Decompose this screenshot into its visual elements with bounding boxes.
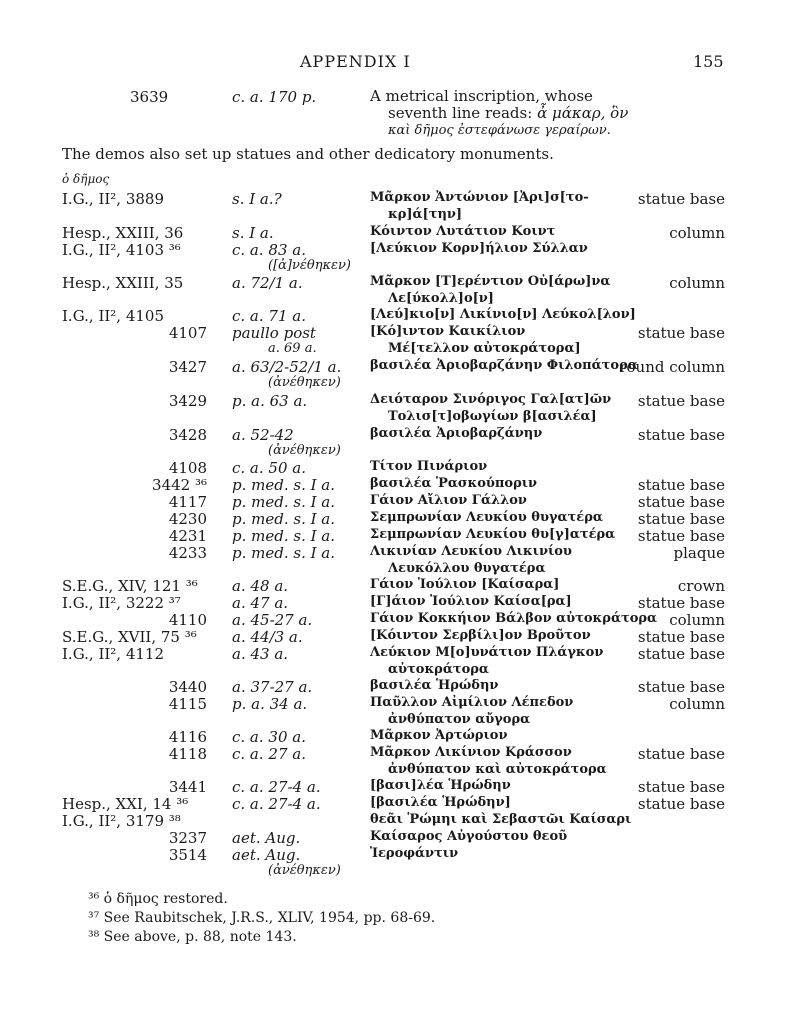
date-cell: p. a. 34 a. (232, 695, 308, 713)
inscription-text: Μᾶρκον Ἀρτώριον (370, 728, 508, 743)
inscription-text: Μᾶρκον [Τ]ερέντιον Οὐ[άρω]να (370, 274, 611, 289)
table-row (0, 426, 787, 459)
date-cell: a. 72/1 a. (232, 274, 303, 292)
table-row (0, 695, 787, 728)
greek-quote-a: ἆ μάκαρ, ὃν (537, 104, 629, 122)
inscription-text: Σεμπρωνίαν Λευκίου θυ[γ]ατέρα (370, 527, 616, 542)
greek-quote-b: καὶ δῆμος ἐστεφάνωσε γεραίρων. (388, 123, 611, 138)
table-row (0, 628, 787, 645)
date-cell: aet. Aug. (232, 829, 301, 847)
date-cell: s. I a.? (232, 190, 282, 208)
source-ref: I.G., II², 4103 ³⁶ (62, 241, 181, 259)
inscription-text: Ἱεροφάντιν (370, 846, 459, 861)
inscription-text: Κόιντον Λυτάτιον Κοιντ (370, 224, 556, 239)
date-cell: aet. Aug. (232, 846, 301, 864)
source-subnumber: 4110 (168, 611, 207, 629)
footnotes (88, 890, 435, 947)
source-subnumber: 4117 (168, 493, 207, 511)
inscription-text: βασιλέα Ῥασκούποριν (370, 476, 538, 491)
source-subnumber: 4115 (168, 695, 207, 713)
table-row (0, 778, 787, 795)
monument-type: statue base (637, 190, 725, 208)
source-ref: I.G., II², 3222 ³⁷ (62, 594, 181, 612)
inscription-text: [Λεύκιον Κορν]ήλιον Σύλλαν (370, 241, 588, 256)
desc-line-1: A metrical inscription, whose (370, 87, 593, 105)
group-label: ὁ δῆμος (62, 172, 110, 186)
source-ref: S.E.G., XVII, 75 ³⁶ (62, 628, 197, 646)
footnote-38: ³⁸ See above, p. 88, note 143. (88, 929, 297, 945)
monument-type: column (669, 611, 725, 629)
footnote-36: ³⁶ ὁ δῆμος restored. (88, 891, 228, 907)
source-subnumber: 3428 (168, 426, 207, 444)
table-row (0, 392, 787, 426)
monument-type: statue base (637, 628, 725, 646)
inscription-text: Λικινίαν Λευκίου Λικινίου (370, 544, 572, 559)
source-subnumber: 4108 (168, 459, 207, 477)
inscription-text: Μᾶρκον Λικίνιον Κράσσον (370, 745, 572, 760)
inscription-text: Τίτον Πινάριον (370, 459, 488, 474)
table-row (0, 307, 787, 324)
monument-type: statue base (637, 510, 725, 528)
inscription-text: [βασι]λέα Ἡρώδην (370, 778, 511, 793)
top-entry (0, 88, 787, 138)
date-note: a. 69 a. (268, 341, 317, 356)
table-row (0, 795, 787, 812)
inscription-text: Γάιον Κοκκήιον Βάλβον αὐτοκράτορα (370, 611, 658, 626)
entry-date: c. a. 170 p. (232, 88, 317, 106)
inscription-text: [Κόιντον Σερβίλι]ον Βροῦτον (370, 628, 591, 643)
monument-type: statue base (637, 392, 725, 410)
date-cell: a. 37-27 a. (232, 678, 313, 696)
table-row (0, 594, 787, 611)
inscription-text: Μᾶρκον Ἀντώνιον [Ἀρι]σ[το- (370, 190, 589, 205)
source-subnumber: 4118 (168, 745, 207, 763)
inscription-text: Γάιον Αἴλιον Γάλλον (370, 493, 527, 508)
inscription-text: βασιλέα Ἀριοβαρζάνην Φιλοπάτορα (370, 358, 638, 373)
monument-type: column (669, 274, 725, 292)
inscription-text: Δειόταρον Σινόριγος Γαλ[ατ]ῶν (370, 392, 612, 407)
monument-type: statue base (637, 493, 725, 511)
date-note: ([ἀ]νέθηκεν) (268, 258, 351, 273)
table-row (0, 812, 787, 829)
table-row (0, 611, 787, 628)
monument-type: statue base (637, 324, 725, 342)
source-subnumber: 4116 (168, 728, 207, 746)
monument-type: statue base (637, 678, 725, 696)
inscription-text: Καίσαρος Αὐγούστου θεοῦ (370, 829, 568, 844)
date-note: (ἀνέθηκεν) (268, 443, 341, 458)
monument-type: statue base (637, 778, 725, 796)
source-subnumber: 3440 (168, 678, 207, 696)
inscription-text-cont: Μέ[τελλον αὐτοκράτορα] (388, 341, 581, 356)
inscription-text-cont: Λε[ύκολλ]ο[ν] (388, 291, 494, 306)
date-cell: a. 63/2-52/1 a. (232, 358, 342, 376)
date-cell: a. 52-42 (232, 426, 294, 444)
table-row (0, 358, 787, 392)
monument-type: crown (677, 577, 725, 595)
monument-type: statue base (637, 795, 725, 813)
date-cell: c. a. 30 a. (232, 728, 306, 746)
monument-type: round column (619, 358, 725, 376)
table-row (0, 829, 787, 846)
date-note: (ἀνέθηκεν) (268, 375, 341, 390)
table-row (0, 493, 787, 510)
inscription-text-cont: Λευκόλλου θυγατέρα (388, 561, 546, 576)
table-row (0, 728, 787, 745)
inscription-text-cont: ἀνθύπατον αὔγορα (388, 712, 531, 727)
date-note: (ἀνέθηκεν) (268, 863, 341, 878)
inscription-text: [βασιλέα Ἡρώδην] (370, 795, 511, 810)
inscription-text-cont: κρ]ά[την] (388, 207, 463, 222)
source-ref: I.G., II², 4112 (62, 645, 165, 663)
date-cell: p. med. s. I a. (232, 527, 336, 545)
date-cell: a. 45-27 a. (232, 611, 313, 629)
inscription-text: Γάιον Ἰούλιον [Καίσαρα] (370, 577, 560, 592)
source-subnumber: 4231 (168, 527, 207, 545)
page-title: APPENDIX I (300, 52, 411, 71)
monument-table (0, 190, 787, 880)
source-subnumber: 4107 (168, 324, 207, 342)
monument-type: column (669, 224, 725, 242)
inscription-text: [Γ]άιον Ἰούλιον Καίσα[ρα] (370, 594, 572, 609)
date-cell: c. a. 27 a. (232, 745, 306, 763)
source-ref: I.G., II², 3179 ³⁸ (62, 812, 181, 830)
inscription-text: Σεμπρωνίαν Λευκίου θυγατέρα (370, 510, 603, 525)
inscription-text-cont: ἀνθύπατον καὶ αὐτοκράτορα (388, 762, 607, 777)
inscription-text: βασιλέα Ἀριοβαρζάνην (370, 426, 543, 441)
page-number: 155 (693, 52, 724, 71)
source-ref: I.G., II², 3889 (62, 190, 165, 208)
date-cell: p. med. s. I a. (232, 476, 336, 494)
table-row (0, 510, 787, 527)
table-row (0, 241, 787, 274)
entry-description (370, 88, 750, 139)
table-row (0, 745, 787, 778)
date-cell: c. a. 27-4 a. (232, 795, 321, 813)
date-cell: a. 43 a. (232, 645, 289, 663)
inscription-text: θεᾶι Ῥώμηι καὶ Σεβαστῶι Καίσαρι (370, 812, 632, 827)
source-ref: S.E.G., XIV, 121 ³⁶ (62, 577, 198, 595)
source-subnumber: 3427 (168, 358, 207, 376)
table-row (0, 476, 787, 493)
table-row (0, 459, 787, 476)
inscription-text-cont: αὐτοκράτορα (388, 662, 489, 677)
source-subnumber: 4230 (168, 510, 207, 528)
source-subnumber: 3442 ³⁶ (152, 476, 207, 494)
date-cell: c. a. 50 a. (232, 459, 306, 477)
table-row (0, 274, 787, 307)
source-ref: Hesp., XXIII, 35 (62, 274, 184, 292)
table-row (0, 527, 787, 544)
monument-type: statue base (637, 645, 725, 663)
monument-type: statue base (637, 594, 725, 612)
intro-paragraph: The demos also set up statues and other dedicatory monuments. (62, 145, 554, 163)
inscription-text: Παῦλλον Αἰμίλιον Λέπεδον (370, 695, 574, 710)
source-subnumber: 4233 (168, 544, 207, 562)
date-cell: c. a. 71 a. (232, 307, 306, 325)
table-row (0, 577, 787, 594)
source-ref: Hesp., XXI, 14 ³⁶ (62, 795, 189, 813)
date-cell: a. 44/3 a. (232, 628, 303, 646)
table-row (0, 324, 787, 358)
date-cell: p. med. s. I a. (232, 510, 336, 528)
table-row (0, 544, 787, 577)
desc-line-2: seventh line reads: (388, 104, 533, 122)
footnote-37: ³⁷ See Raubitschek, J.R.S., XLIV, 1954, pp. 68-69. (88, 910, 436, 926)
inscription-text: [Κό]ιντον Καικίλιον (370, 324, 526, 339)
inscription-text-cont: Τολισ[τ]οβωγίων β[ασιλέα] (388, 409, 597, 424)
inscription-text: βασιλέα Ἡρώδην (370, 678, 499, 693)
date-cell: c. a. 27-4 a. (232, 778, 321, 796)
source-subnumber: 3514 (168, 846, 207, 864)
source-subnumber: 3237 (168, 829, 207, 847)
date-cell: a. 48 a. (232, 577, 289, 595)
monument-type: column (669, 695, 725, 713)
date-cell: a. 47 a. (232, 594, 289, 612)
monument-type: statue base (637, 527, 725, 545)
date-cell: s. I a. (232, 224, 274, 242)
entry-number: 3639 (130, 88, 169, 106)
monument-type: statue base (637, 476, 725, 494)
source-ref: I.G., II², 4105 (62, 307, 165, 325)
running-header (0, 52, 787, 74)
date-cell: p. med. s. I a. (232, 544, 336, 562)
date-cell: c. a. 83 a. (232, 241, 306, 259)
inscription-text: Λεύκιον Μ[ο]υνάτιον Πλάγκον (370, 645, 604, 660)
monument-type: statue base (637, 745, 725, 763)
source-subnumber: 3429 (168, 392, 207, 410)
monument-type: plaque (673, 544, 725, 562)
table-row (0, 678, 787, 695)
date-cell: p. a. 63 a. (232, 392, 308, 410)
date-cell: paullo post (232, 324, 316, 342)
source-subnumber: 3441 (168, 778, 207, 796)
inscription-text: [Λεύ]κιο[ν] Λικίνιο[ν] Λεύκολ[λον] (370, 307, 636, 322)
table-row (0, 190, 787, 224)
monument-type: statue base (637, 426, 725, 444)
table-row (0, 645, 787, 678)
table-row (0, 846, 787, 880)
date-cell: p. med. s. I a. (232, 493, 336, 511)
table-row (0, 224, 787, 241)
source-ref: Hesp., XXIII, 36 (62, 224, 184, 242)
